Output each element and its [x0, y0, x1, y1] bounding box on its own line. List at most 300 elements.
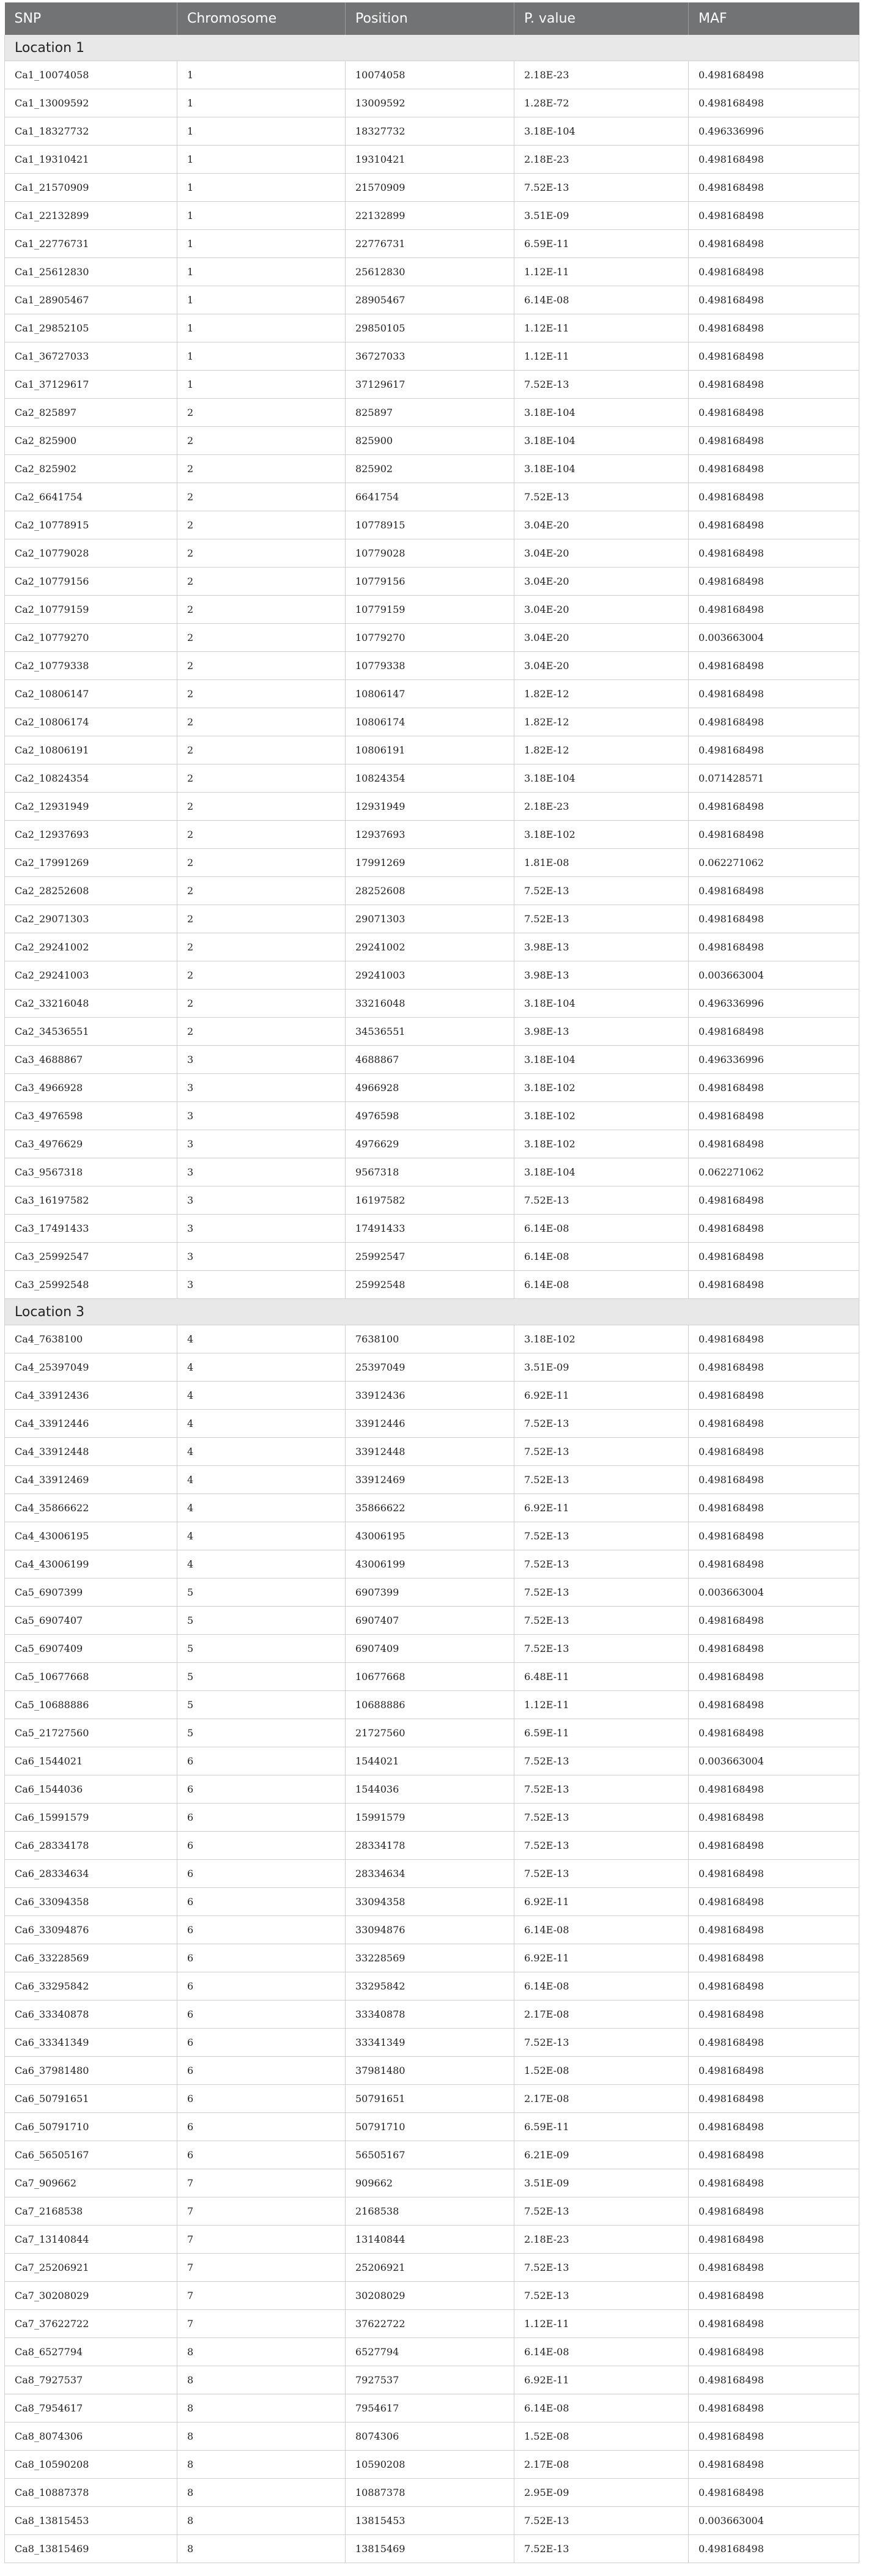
p-value-cell: 7.52E-13 — [514, 2282, 689, 2310]
maf-cell: 0.498168498 — [689, 1130, 859, 1158]
table-row — [5, 455, 859, 483]
maf-cell: 0.498168498 — [689, 1410, 859, 1438]
maf-cell: 0.498168498 — [689, 1243, 859, 1271]
table-row — [5, 990, 859, 1018]
snp-cell: Ca2_29241002 — [5, 933, 177, 961]
position-cell: 28252608 — [346, 877, 514, 905]
maf-cell: 0.498168498 — [689, 1018, 859, 1046]
chromosome-cell: 2 — [177, 596, 346, 624]
p-value-cell: 3.04E-20 — [514, 624, 689, 652]
chromosome-cell: 6 — [177, 2057, 346, 2085]
snp-cell: Ca7_30208029 — [5, 2282, 177, 2310]
position-cell: 10806174 — [346, 708, 514, 736]
maf-cell: 0.496336996 — [689, 1046, 859, 1074]
p-value-cell: 6.14E-08 — [514, 1215, 689, 1243]
snp-cell: Ca1_18327732 — [5, 117, 177, 146]
table-row — [5, 1130, 859, 1158]
table-row — [5, 1860, 859, 1888]
maf-cell: 0.496336996 — [689, 117, 859, 146]
p-value-cell: 3.98E-13 — [514, 1018, 689, 1046]
maf-cell: 0.498168498 — [689, 933, 859, 961]
chromosome-cell: 4 — [177, 1522, 346, 1550]
p-value-cell: 7.52E-13 — [514, 1438, 689, 1466]
position-cell: 33341349 — [346, 2029, 514, 2057]
maf-cell: 0.498168498 — [689, 1775, 859, 1804]
table-row — [5, 793, 859, 821]
p-value-cell: 2.18E-23 — [514, 793, 689, 821]
table-row — [5, 2394, 859, 2422]
p-value-cell: 7.52E-13 — [514, 1410, 689, 1438]
snp-cell: Ca8_8074306 — [5, 2422, 177, 2451]
snp-cell: Ca2_17991269 — [5, 849, 177, 877]
maf-cell: 0.003663004 — [689, 624, 859, 652]
position-cell: 2168538 — [346, 2197, 514, 2226]
position-cell: 1544036 — [346, 1775, 514, 1804]
table-row — [5, 1074, 859, 1102]
p-value-cell: 3.18E-102 — [514, 1325, 689, 1353]
p-value-cell: 3.51E-09 — [514, 1353, 689, 1382]
p-value-cell: 3.18E-104 — [514, 990, 689, 1018]
table-row — [5, 1832, 859, 1860]
table-row — [5, 2197, 859, 2226]
chromosome-cell: 4 — [177, 1382, 346, 1410]
table-row — [5, 764, 859, 793]
p-value-cell: 2.18E-23 — [514, 146, 689, 174]
maf-cell: 0.498168498 — [689, 1438, 859, 1466]
snp-cell: Ca2_34536551 — [5, 1018, 177, 1046]
position-cell: 21727560 — [346, 1719, 514, 1747]
snp-cell: Ca2_10779270 — [5, 624, 177, 652]
table-header — [5, 2, 859, 35]
position-cell: 6641754 — [346, 483, 514, 511]
p-value-cell: 1.12E-11 — [514, 342, 689, 371]
table-row — [5, 174, 859, 202]
table-row — [5, 342, 859, 371]
p-value-cell: 3.04E-20 — [514, 568, 689, 596]
maf-cell: 0.003663004 — [689, 1579, 859, 1607]
maf-cell: 0.498168498 — [689, 1550, 859, 1579]
snp-cell: Ca6_33094876 — [5, 1916, 177, 1944]
chromosome-cell: 3 — [177, 1271, 346, 1299]
p-value-cell: 3.04E-20 — [514, 652, 689, 680]
table-row — [5, 1215, 859, 1243]
maf-cell: 0.498168498 — [689, 2141, 859, 2169]
chromosome-cell: 3 — [177, 1158, 346, 1186]
position-cell: 33912446 — [346, 1410, 514, 1438]
snp-cell: Ca1_21570909 — [5, 174, 177, 202]
snp-cell: Ca4_7638100 — [5, 1325, 177, 1353]
table-row — [5, 1775, 859, 1804]
table-row — [5, 2422, 859, 2451]
position-cell: 33912469 — [346, 1466, 514, 1494]
position-cell: 10779159 — [346, 596, 514, 624]
snp-cell: Ca2_33216048 — [5, 990, 177, 1018]
table-row — [5, 1046, 859, 1074]
table-body — [5, 35, 859, 2563]
p-value-cell: 6.14E-08 — [514, 1271, 689, 1299]
snp-cell: Ca5_6907399 — [5, 1579, 177, 1607]
position-cell: 37981480 — [346, 2057, 514, 2085]
snp-cell: Ca2_10779159 — [5, 596, 177, 624]
chromosome-cell: 2 — [177, 849, 346, 877]
position-cell: 36727033 — [346, 342, 514, 371]
p-value-cell: 6.14E-08 — [514, 1972, 689, 2000]
maf-cell: 0.498168498 — [689, 708, 859, 736]
p-value-cell: 2.17E-08 — [514, 2451, 689, 2479]
position-cell: 10887378 — [346, 2479, 514, 2507]
p-value-cell: 3.51E-09 — [514, 202, 689, 230]
chromosome-cell: 6 — [177, 1888, 346, 1916]
p-value-cell: 6.14E-08 — [514, 2338, 689, 2366]
snp-cell: Ca1_13009592 — [5, 89, 177, 117]
chromosome-cell: 7 — [177, 2282, 346, 2310]
table-row — [5, 961, 859, 990]
chromosome-cell: 6 — [177, 2029, 346, 2057]
chromosome-cell: 3 — [177, 1186, 346, 1215]
table-row — [5, 89, 859, 117]
snp-cell: Ca4_43006199 — [5, 1550, 177, 1579]
chromosome-cell: 2 — [177, 1018, 346, 1046]
chromosome-cell: 8 — [177, 2451, 346, 2479]
position-cell: 50791710 — [346, 2113, 514, 2141]
p-value-cell: 7.52E-13 — [514, 1550, 689, 1579]
chromosome-cell: 2 — [177, 455, 346, 483]
p-value-cell: 7.52E-13 — [514, 371, 689, 399]
snp-cell: Ca1_19310421 — [5, 146, 177, 174]
p-value-cell: 7.52E-13 — [514, 1860, 689, 1888]
table-row — [5, 877, 859, 905]
snp-cell: Ca2_10779028 — [5, 539, 177, 568]
table-row — [5, 2507, 859, 2535]
maf-cell: 0.498168498 — [689, 2226, 859, 2254]
table-row — [5, 399, 859, 427]
table-row — [5, 568, 859, 596]
position-cell: 17491433 — [346, 1215, 514, 1243]
position-cell: 28334178 — [346, 1832, 514, 1860]
header-p-value: P. value — [514, 2, 689, 35]
maf-cell: 0.498168498 — [689, 1804, 859, 1832]
snp-cell: Ca2_825897 — [5, 399, 177, 427]
chromosome-cell: 2 — [177, 933, 346, 961]
maf-cell: 0.498168498 — [689, 2197, 859, 2226]
p-value-cell: 2.17E-08 — [514, 2085, 689, 2113]
table-row — [5, 933, 859, 961]
position-cell: 10806191 — [346, 736, 514, 764]
position-cell: 28905467 — [346, 286, 514, 314]
snp-cell: Ca2_10779338 — [5, 652, 177, 680]
chromosome-cell: 5 — [177, 1663, 346, 1691]
position-cell: 29071303 — [346, 905, 514, 933]
snp-cell: Ca6_33295842 — [5, 1972, 177, 2000]
p-value-cell: 6.14E-08 — [514, 1916, 689, 1944]
chromosome-cell: 1 — [177, 61, 346, 89]
snp-cell: Ca8_7954617 — [5, 2394, 177, 2422]
position-cell: 9567318 — [346, 1158, 514, 1186]
maf-cell: 0.498168498 — [689, 2451, 859, 2479]
chromosome-cell: 5 — [177, 1635, 346, 1663]
chromosome-cell: 4 — [177, 1438, 346, 1466]
chromosome-cell: 6 — [177, 1832, 346, 1860]
p-value-cell: 7.52E-13 — [514, 1466, 689, 1494]
chromosome-cell: 7 — [177, 2197, 346, 2226]
snp-cell: Ca6_28334634 — [5, 1860, 177, 1888]
table-row — [5, 736, 859, 764]
table-row — [5, 117, 859, 146]
header-maf: MAF — [689, 2, 859, 35]
position-cell: 29241002 — [346, 933, 514, 961]
snp-cell: Ca5_21727560 — [5, 1719, 177, 1747]
table-row — [5, 1972, 859, 2000]
table-row — [5, 539, 859, 568]
snp-cell: Ca6_33094358 — [5, 1888, 177, 1916]
position-cell: 15991579 — [346, 1804, 514, 1832]
snp-cell: Ca5_6907407 — [5, 1607, 177, 1635]
table-row — [5, 2535, 859, 2563]
maf-cell: 0.498168498 — [689, 1186, 859, 1215]
position-cell: 34536551 — [346, 1018, 514, 1046]
header-position: Position — [346, 2, 514, 35]
position-cell: 33216048 — [346, 990, 514, 1018]
chromosome-cell: 7 — [177, 2254, 346, 2282]
maf-cell: 0.498168498 — [689, 146, 859, 174]
table-row — [5, 61, 859, 89]
position-cell: 825902 — [346, 455, 514, 483]
section-title: Location 1 — [5, 35, 859, 61]
p-value-cell: 3.18E-104 — [514, 455, 689, 483]
maf-cell: 0.071428571 — [689, 764, 859, 793]
chromosome-cell: 7 — [177, 2169, 346, 2197]
p-value-cell: 6.92E-11 — [514, 1382, 689, 1410]
snp-cell: Ca4_25397049 — [5, 1353, 177, 1382]
snp-cell: Ca2_28252608 — [5, 877, 177, 905]
position-cell: 8074306 — [346, 2422, 514, 2451]
table-row — [5, 2029, 859, 2057]
table-row — [5, 511, 859, 539]
chromosome-cell: 4 — [177, 1550, 346, 1579]
snp-cell: Ca5_6907409 — [5, 1635, 177, 1663]
snp-cell: Ca2_12931949 — [5, 793, 177, 821]
snp-cell: Ca7_25206921 — [5, 2254, 177, 2282]
maf-cell: 0.498168498 — [689, 1271, 859, 1299]
maf-cell: 0.498168498 — [689, 2394, 859, 2422]
section-title: Location 3 — [5, 1299, 859, 1325]
chromosome-cell: 2 — [177, 961, 346, 990]
p-value-cell: 2.18E-23 — [514, 2226, 689, 2254]
chromosome-cell: 1 — [177, 174, 346, 202]
p-value-cell: 7.52E-13 — [514, 1804, 689, 1832]
p-value-cell: 1.12E-11 — [514, 1691, 689, 1719]
maf-cell: 0.498168498 — [689, 174, 859, 202]
p-value-cell: 1.12E-11 — [514, 2310, 689, 2338]
maf-cell: 0.498168498 — [689, 1522, 859, 1550]
p-value-cell: 7.52E-13 — [514, 1635, 689, 1663]
snp-cell: Ca1_22132899 — [5, 202, 177, 230]
maf-cell: 0.498168498 — [689, 905, 859, 933]
maf-cell: 0.498168498 — [689, 2085, 859, 2113]
chromosome-cell: 4 — [177, 1466, 346, 1494]
snp-cell: Ca1_25612830 — [5, 258, 177, 286]
p-value-cell: 3.18E-102 — [514, 1102, 689, 1130]
snp-cell: Ca7_909662 — [5, 2169, 177, 2197]
maf-cell: 0.498168498 — [689, 1074, 859, 1102]
position-cell: 10590208 — [346, 2451, 514, 2479]
chromosome-cell: 6 — [177, 2141, 346, 2169]
chromosome-cell: 4 — [177, 1494, 346, 1522]
snp-cell: Ca2_12937693 — [5, 821, 177, 849]
chromosome-cell: 6 — [177, 2085, 346, 2113]
maf-cell: 0.498168498 — [689, 1353, 859, 1382]
table-row — [5, 230, 859, 258]
chromosome-cell: 3 — [177, 1102, 346, 1130]
position-cell: 21570909 — [346, 174, 514, 202]
position-cell: 33094358 — [346, 1888, 514, 1916]
snp-cell: Ca3_16197582 — [5, 1186, 177, 1215]
chromosome-cell: 3 — [177, 1130, 346, 1158]
table-row — [5, 258, 859, 286]
position-cell: 29850105 — [346, 314, 514, 342]
p-value-cell: 3.18E-104 — [514, 427, 689, 455]
table-row — [5, 1410, 859, 1438]
snp-cell: Ca2_10806191 — [5, 736, 177, 764]
maf-cell: 0.498168498 — [689, 455, 859, 483]
table-row — [5, 680, 859, 708]
table-row — [5, 1466, 859, 1494]
table-row — [5, 202, 859, 230]
position-cell: 12931949 — [346, 793, 514, 821]
chromosome-cell: 6 — [177, 1860, 346, 1888]
table-row — [5, 427, 859, 455]
table-row — [5, 1635, 859, 1663]
snp-cell: Ca3_17491433 — [5, 1215, 177, 1243]
table-row — [5, 652, 859, 680]
snp-cell: Ca3_25992547 — [5, 1243, 177, 1271]
table-row — [5, 1018, 859, 1046]
snp-cell: Ca2_29071303 — [5, 905, 177, 933]
chromosome-cell: 1 — [177, 230, 346, 258]
position-cell: 10824354 — [346, 764, 514, 793]
snp-cell: Ca6_50791651 — [5, 2085, 177, 2113]
maf-cell: 0.498168498 — [689, 2057, 859, 2085]
header-snp: SNP — [5, 2, 177, 35]
table-row — [5, 1438, 859, 1466]
maf-cell: 0.498168498 — [689, 1325, 859, 1353]
p-value-cell: 7.52E-13 — [514, 1607, 689, 1635]
chromosome-cell: 6 — [177, 1944, 346, 1972]
p-value-cell: 6.92E-11 — [514, 2366, 689, 2394]
position-cell: 7638100 — [346, 1325, 514, 1353]
snp-cell: Ca4_33912436 — [5, 1382, 177, 1410]
position-cell: 4976598 — [346, 1102, 514, 1130]
p-value-cell: 1.81E-08 — [514, 849, 689, 877]
snp-cell: Ca6_1544036 — [5, 1775, 177, 1804]
position-cell: 10677668 — [346, 1663, 514, 1691]
chromosome-cell: 3 — [177, 1046, 346, 1074]
p-value-cell: 3.98E-13 — [514, 933, 689, 961]
header-row — [5, 2, 859, 35]
table-row — [5, 1804, 859, 1832]
maf-cell: 0.498168498 — [689, 1635, 859, 1663]
snp-cell: Ca1_22776731 — [5, 230, 177, 258]
snp-cell: Ca8_13815453 — [5, 2507, 177, 2535]
snp-cell: Ca4_33912446 — [5, 1410, 177, 1438]
position-cell: 10779156 — [346, 568, 514, 596]
position-cell: 33228569 — [346, 1944, 514, 1972]
position-cell: 33912448 — [346, 1438, 514, 1466]
position-cell: 43006195 — [346, 1522, 514, 1550]
snp-cell: Ca3_4976629 — [5, 1130, 177, 1158]
snp-cell: Ca2_10806147 — [5, 680, 177, 708]
p-value-cell: 3.18E-102 — [514, 1074, 689, 1102]
maf-cell: 0.498168498 — [689, 371, 859, 399]
position-cell: 19310421 — [346, 146, 514, 174]
snp-cell: Ca1_10074058 — [5, 61, 177, 89]
maf-cell: 0.498168498 — [689, 539, 859, 568]
maf-cell: 0.498168498 — [689, 2535, 859, 2563]
chromosome-cell: 6 — [177, 1916, 346, 1944]
chromosome-cell: 3 — [177, 1243, 346, 1271]
table-row — [5, 1579, 859, 1607]
chromosome-cell: 5 — [177, 1691, 346, 1719]
p-value-cell: 7.52E-13 — [514, 1747, 689, 1775]
position-cell: 13009592 — [346, 89, 514, 117]
position-cell: 25206921 — [346, 2254, 514, 2282]
snp-cell: Ca7_13140844 — [5, 2226, 177, 2254]
maf-cell: 0.498168498 — [689, 1663, 859, 1691]
snp-cell: Ca2_29241003 — [5, 961, 177, 990]
table-row — [5, 1550, 859, 1579]
maf-cell: 0.498168498 — [689, 1494, 859, 1522]
chromosome-cell: 2 — [177, 708, 346, 736]
snp-cell: Ca1_37129617 — [5, 371, 177, 399]
chromosome-cell: 2 — [177, 764, 346, 793]
snp-cell: Ca3_4966928 — [5, 1074, 177, 1102]
maf-cell: 0.498168498 — [689, 736, 859, 764]
maf-cell: 0.498168498 — [689, 1944, 859, 1972]
p-value-cell: 7.52E-13 — [514, 2507, 689, 2535]
section-row — [5, 1299, 859, 1325]
p-value-cell: 7.52E-13 — [514, 174, 689, 202]
position-cell: 25612830 — [346, 258, 514, 286]
chromosome-cell: 6 — [177, 1804, 346, 1832]
snp-cell: Ca3_4688867 — [5, 1046, 177, 1074]
maf-cell: 0.498168498 — [689, 258, 859, 286]
maf-cell: 0.498168498 — [689, 1382, 859, 1410]
maf-cell: 0.498168498 — [689, 427, 859, 455]
position-cell: 6527794 — [346, 2338, 514, 2366]
snp-cell: Ca8_7927537 — [5, 2366, 177, 2394]
maf-cell: 0.498168498 — [689, 1916, 859, 1944]
p-value-cell: 3.04E-20 — [514, 511, 689, 539]
snp-cell: Ca2_10806174 — [5, 708, 177, 736]
chromosome-cell: 2 — [177, 680, 346, 708]
p-value-cell: 7.52E-13 — [514, 2254, 689, 2282]
maf-cell: 0.498168498 — [689, 1691, 859, 1719]
maf-cell: 0.498168498 — [689, 1215, 859, 1243]
table-row — [5, 286, 859, 314]
maf-cell: 0.498168498 — [689, 399, 859, 427]
snp-cell: Ca2_6641754 — [5, 483, 177, 511]
p-value-cell: 3.18E-104 — [514, 117, 689, 146]
table-row — [5, 1271, 859, 1299]
table-row — [5, 1325, 859, 1353]
p-value-cell: 6.92E-11 — [514, 1888, 689, 1916]
position-cell: 909662 — [346, 2169, 514, 2197]
position-cell: 37622722 — [346, 2310, 514, 2338]
p-value-cell: 1.82E-12 — [514, 680, 689, 708]
snp-cell: Ca2_825900 — [5, 427, 177, 455]
maf-cell: 0.496336996 — [689, 990, 859, 1018]
table-row — [5, 849, 859, 877]
